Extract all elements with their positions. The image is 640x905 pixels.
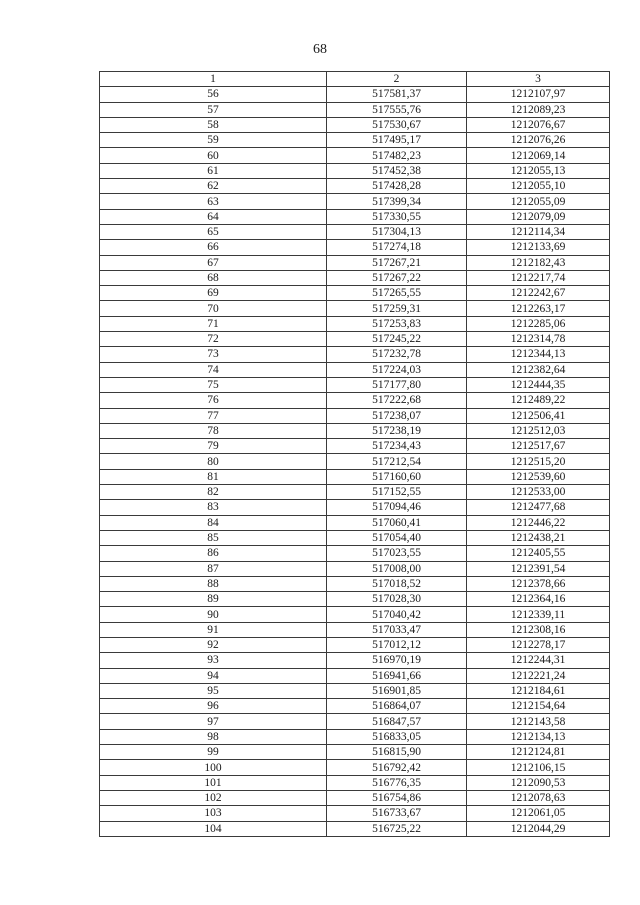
table-row [100, 179, 610, 194]
table-row [100, 133, 610, 148]
point-number-cell: 99 [100, 745, 327, 760]
table-body [100, 87, 610, 837]
y-coordinate-cell: 1212512,03 [467, 423, 610, 438]
table-row [100, 393, 610, 408]
point-number-cell: 72 [100, 332, 327, 347]
x-coordinate-cell: 517012,12 [327, 637, 467, 652]
y-coordinate-cell: 1212184,61 [467, 683, 610, 698]
point-number-cell: 102 [100, 790, 327, 805]
table-row [100, 209, 610, 224]
header-row [100, 72, 610, 87]
table-row [100, 224, 610, 239]
y-coordinate-cell: 1212242,67 [467, 286, 610, 301]
x-coordinate-cell: 517152,55 [327, 485, 467, 500]
point-number-cell: 71 [100, 316, 327, 331]
y-coordinate-cell: 1212107,97 [467, 87, 610, 102]
table-row [100, 347, 610, 362]
point-number-cell: 80 [100, 454, 327, 469]
x-coordinate-cell: 516815,90 [327, 745, 467, 760]
point-number-cell: 87 [100, 561, 327, 576]
y-coordinate-cell: 1212515,20 [467, 454, 610, 469]
y-coordinate-cell: 1212391,54 [467, 561, 610, 576]
point-number-cell: 88 [100, 576, 327, 591]
table-row [100, 408, 610, 423]
table-row [100, 102, 610, 117]
y-coordinate-cell: 1212079,09 [467, 209, 610, 224]
point-number-cell: 85 [100, 530, 327, 545]
point-number-cell: 67 [100, 255, 327, 270]
x-coordinate-cell: 517018,52 [327, 576, 467, 591]
y-coordinate-cell: 1212446,22 [467, 515, 610, 530]
point-number-cell: 90 [100, 607, 327, 622]
point-number-cell: 91 [100, 622, 327, 637]
table-row [100, 515, 610, 530]
x-coordinate-cell: 516864,07 [327, 699, 467, 714]
table-row [100, 745, 610, 760]
y-coordinate-cell: 1212182,43 [467, 255, 610, 270]
y-coordinate-cell: 1212154,64 [467, 699, 610, 714]
x-coordinate-cell: 517428,28 [327, 179, 467, 194]
table-row [100, 439, 610, 454]
header-cell-point-number: 1 [100, 72, 327, 87]
y-coordinate-cell: 1212405,55 [467, 546, 610, 561]
point-number-cell: 83 [100, 500, 327, 515]
table-row [100, 301, 610, 316]
x-coordinate-cell: 517265,55 [327, 286, 467, 301]
y-coordinate-cell: 1212089,23 [467, 102, 610, 117]
point-number-cell: 73 [100, 347, 327, 362]
point-number-cell: 58 [100, 117, 327, 132]
table-row [100, 500, 610, 515]
y-coordinate-cell: 1212517,67 [467, 439, 610, 454]
point-number-cell: 61 [100, 163, 327, 178]
table-row [100, 530, 610, 545]
y-coordinate-cell: 1212533,00 [467, 485, 610, 500]
point-number-cell: 103 [100, 806, 327, 821]
x-coordinate-cell: 517399,34 [327, 194, 467, 209]
y-coordinate-cell: 1212364,16 [467, 592, 610, 607]
y-coordinate-cell: 1212106,15 [467, 760, 610, 775]
x-coordinate-cell: 516754,86 [327, 790, 467, 805]
x-coordinate-cell: 517094,46 [327, 500, 467, 515]
table-row [100, 775, 610, 790]
x-coordinate-cell: 516792,42 [327, 760, 467, 775]
point-number-cell: 75 [100, 377, 327, 392]
point-number-cell: 60 [100, 148, 327, 163]
x-coordinate-cell: 517008,00 [327, 561, 467, 576]
y-coordinate-cell: 1212539,60 [467, 469, 610, 484]
y-coordinate-cell: 1212444,35 [467, 377, 610, 392]
table-row [100, 270, 610, 285]
table-row [100, 194, 610, 209]
point-number-cell: 81 [100, 469, 327, 484]
x-coordinate-cell: 517330,55 [327, 209, 467, 224]
x-coordinate-cell: 517023,55 [327, 546, 467, 561]
table-row [100, 821, 610, 836]
table-row [100, 592, 610, 607]
x-coordinate-cell: 517581,37 [327, 87, 467, 102]
table-row [100, 454, 610, 469]
y-coordinate-cell: 1212506,41 [467, 408, 610, 423]
y-coordinate-cell: 1212314,78 [467, 332, 610, 347]
x-coordinate-cell: 517253,83 [327, 316, 467, 331]
table-row [100, 469, 610, 484]
point-number-cell: 95 [100, 683, 327, 698]
x-coordinate-cell: 516847,57 [327, 714, 467, 729]
table-row [100, 607, 610, 622]
point-number-cell: 100 [100, 760, 327, 775]
point-number-cell: 82 [100, 485, 327, 500]
x-coordinate-cell: 517555,76 [327, 102, 467, 117]
y-coordinate-cell: 1212378,66 [467, 576, 610, 591]
table-row [100, 148, 610, 163]
point-number-cell: 69 [100, 286, 327, 301]
y-coordinate-cell: 1212143,58 [467, 714, 610, 729]
x-coordinate-cell: 516941,66 [327, 668, 467, 683]
x-coordinate-cell: 516776,35 [327, 775, 467, 790]
table-row [100, 729, 610, 744]
point-number-cell: 70 [100, 301, 327, 316]
table-row [100, 699, 610, 714]
point-number-cell: 89 [100, 592, 327, 607]
x-coordinate-cell: 517238,19 [327, 423, 467, 438]
point-number-cell: 78 [100, 423, 327, 438]
header-cell-y: 3 [467, 72, 610, 87]
y-coordinate-cell: 1212221,24 [467, 668, 610, 683]
x-coordinate-cell: 517028,30 [327, 592, 467, 607]
x-coordinate-cell: 517495,17 [327, 133, 467, 148]
table-row [100, 332, 610, 347]
table-row [100, 255, 610, 270]
x-coordinate-cell: 517245,22 [327, 332, 467, 347]
table-row [100, 653, 610, 668]
table-row [100, 576, 610, 591]
table-row [100, 316, 610, 331]
table-row [100, 790, 610, 805]
point-number-cell: 96 [100, 699, 327, 714]
table-row [100, 683, 610, 698]
point-number-cell: 66 [100, 240, 327, 255]
y-coordinate-cell: 1212044,29 [467, 821, 610, 836]
table-row [100, 423, 610, 438]
y-coordinate-cell: 1212438,21 [467, 530, 610, 545]
x-coordinate-cell: 517238,07 [327, 408, 467, 423]
y-coordinate-cell: 1212339,11 [467, 607, 610, 622]
y-coordinate-cell: 1212055,13 [467, 163, 610, 178]
table-row [100, 286, 610, 301]
x-coordinate-cell: 517033,47 [327, 622, 467, 637]
page-number: 68 [313, 42, 327, 57]
point-number-cell: 92 [100, 637, 327, 652]
y-coordinate-cell: 1212217,74 [467, 270, 610, 285]
table-row [100, 760, 610, 775]
table-row [100, 668, 610, 683]
point-number-cell: 94 [100, 668, 327, 683]
y-coordinate-cell: 1212489,22 [467, 393, 610, 408]
point-number-cell: 76 [100, 393, 327, 408]
y-coordinate-cell: 1212344,13 [467, 347, 610, 362]
x-coordinate-cell: 517259,31 [327, 301, 467, 316]
y-coordinate-cell: 1212382,64 [467, 362, 610, 377]
y-coordinate-cell: 1212090,53 [467, 775, 610, 790]
y-coordinate-cell: 1212278,17 [467, 637, 610, 652]
x-coordinate-cell: 517482,23 [327, 148, 467, 163]
x-coordinate-cell: 517234,43 [327, 439, 467, 454]
table-header [100, 72, 610, 87]
y-coordinate-cell: 1212069,14 [467, 148, 610, 163]
table-row [100, 485, 610, 500]
point-number-cell: 56 [100, 87, 327, 102]
table-row [100, 561, 610, 576]
point-number-cell: 64 [100, 209, 327, 224]
x-coordinate-cell: 517224,03 [327, 362, 467, 377]
x-coordinate-cell: 517177,80 [327, 377, 467, 392]
point-number-cell: 93 [100, 653, 327, 668]
x-coordinate-cell: 517054,40 [327, 530, 467, 545]
y-coordinate-cell: 1212134,13 [467, 729, 610, 744]
y-coordinate-cell: 1212133,69 [467, 240, 610, 255]
y-coordinate-cell: 1212055,10 [467, 179, 610, 194]
y-coordinate-cell: 1212076,67 [467, 117, 610, 132]
table-row [100, 806, 610, 821]
point-number-cell: 74 [100, 362, 327, 377]
x-coordinate-cell: 516970,19 [327, 653, 467, 668]
x-coordinate-cell: 516833,05 [327, 729, 467, 744]
x-coordinate-cell: 517222,68 [327, 393, 467, 408]
y-coordinate-cell: 1212308,16 [467, 622, 610, 637]
table-row [100, 163, 610, 178]
table-row [100, 87, 610, 102]
table-row [100, 637, 610, 652]
point-number-cell: 104 [100, 821, 327, 836]
table-row [100, 117, 610, 132]
y-coordinate-cell: 1212477,68 [467, 500, 610, 515]
y-coordinate-cell: 1212055,09 [467, 194, 610, 209]
table-row [100, 714, 610, 729]
x-coordinate-cell: 517060,41 [327, 515, 467, 530]
x-coordinate-cell: 517212,54 [327, 454, 467, 469]
x-coordinate-cell: 517040,42 [327, 607, 467, 622]
x-coordinate-cell: 517232,78 [327, 347, 467, 362]
y-coordinate-cell: 1212124,81 [467, 745, 610, 760]
y-coordinate-cell: 1212078,63 [467, 790, 610, 805]
x-coordinate-cell: 517274,18 [327, 240, 467, 255]
table-row [100, 546, 610, 561]
point-number-cell: 62 [100, 179, 327, 194]
point-number-cell: 77 [100, 408, 327, 423]
y-coordinate-cell: 1212114,34 [467, 224, 610, 239]
point-number-cell: 65 [100, 224, 327, 239]
x-coordinate-cell: 516725,22 [327, 821, 467, 836]
x-coordinate-cell: 517304,13 [327, 224, 467, 239]
x-coordinate-cell: 517267,21 [327, 255, 467, 270]
x-coordinate-cell: 516901,85 [327, 683, 467, 698]
x-coordinate-cell: 517267,22 [327, 270, 467, 285]
coordinates-table [99, 71, 610, 837]
point-number-cell: 68 [100, 270, 327, 285]
y-coordinate-cell: 1212263,17 [467, 301, 610, 316]
point-number-cell: 63 [100, 194, 327, 209]
x-coordinate-cell: 517160,60 [327, 469, 467, 484]
table-row [100, 377, 610, 392]
table-row [100, 240, 610, 255]
x-coordinate-cell: 517530,67 [327, 117, 467, 132]
point-number-cell: 84 [100, 515, 327, 530]
y-coordinate-cell: 1212244,31 [467, 653, 610, 668]
point-number-cell: 101 [100, 775, 327, 790]
table-row [100, 622, 610, 637]
point-number-cell: 57 [100, 102, 327, 117]
point-number-cell: 59 [100, 133, 327, 148]
point-number-cell: 98 [100, 729, 327, 744]
table-row [100, 362, 610, 377]
point-number-cell: 97 [100, 714, 327, 729]
point-number-cell: 79 [100, 439, 327, 454]
y-coordinate-cell: 1212285,06 [467, 316, 610, 331]
x-coordinate-cell: 516733,67 [327, 806, 467, 821]
x-coordinate-cell: 517452,38 [327, 163, 467, 178]
header-cell-x: 2 [327, 72, 467, 87]
y-coordinate-cell: 1212061,05 [467, 806, 610, 821]
point-number-cell: 86 [100, 546, 327, 561]
y-coordinate-cell: 1212076,26 [467, 133, 610, 148]
